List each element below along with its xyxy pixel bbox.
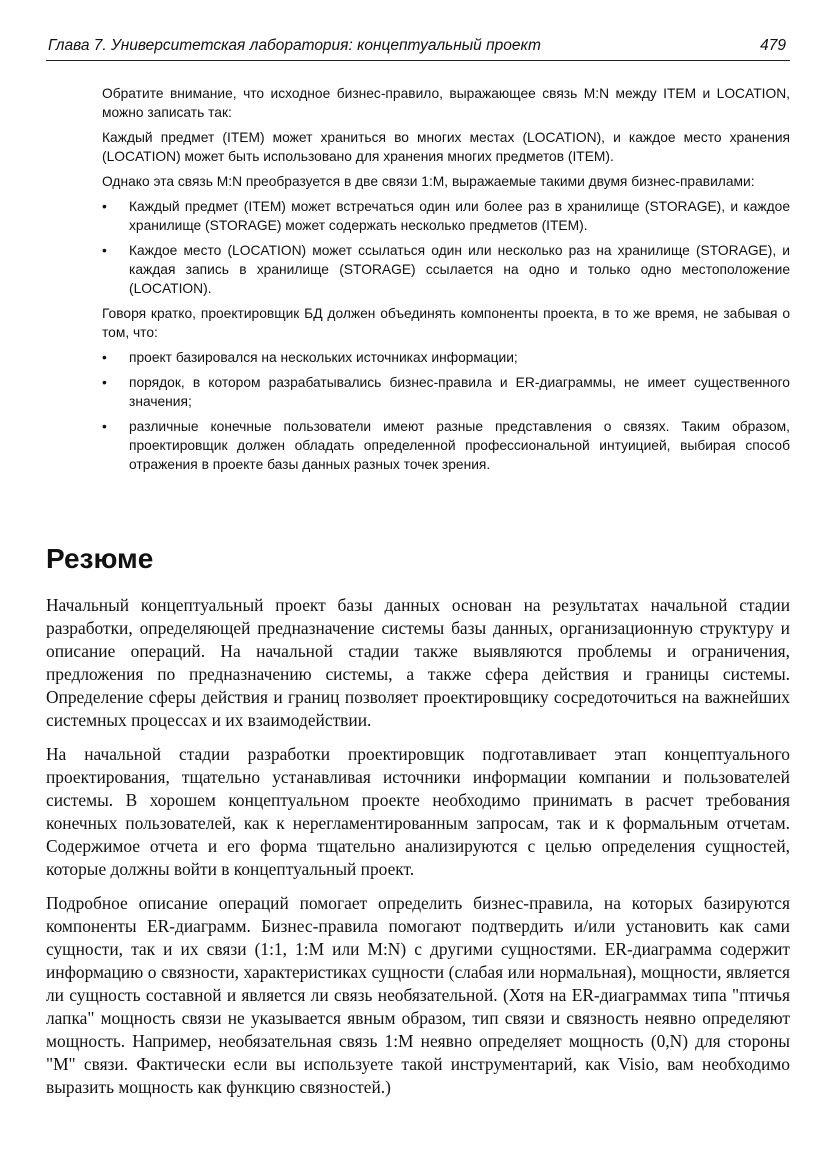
top-section xyxy=(102,84,790,480)
list-item: • проект базировался на нескольких источниках информации; xyxy=(102,350,518,365)
paragraph-rule-original: Каждый предмет (ITEM) может храниться во многих местах (LOCATION), и каждое место хранения (LOCATION) может быть использовано для хранения многих предметов (ITEM). xyxy=(102,130,790,164)
bullet-icon: • xyxy=(102,243,107,258)
summary-body xyxy=(46,594,790,1110)
section-heading: Резюме xyxy=(46,543,154,574)
list-item: • порядок, в котором разрабатывались бизнес-правила и ER-диаграммы, не имеет существенного значения; xyxy=(102,375,790,409)
points-list xyxy=(102,348,790,474)
list-item: • Каждый предмет (ITEM) может встречаться один или более раз в хранилище (STORAGE), и каждое хранилище (STORAGE) может содержать несколько предметов (ITEM). xyxy=(102,199,790,233)
bullet-icon: • xyxy=(102,375,107,390)
summary-paragraph: Подробное описание операций помогает определить бизнес-правила, на которых базируются компоненты ER-диаграмм. Бизнес-правила помогают подтвердить и/или установить как сами сущности, так и их связи (1:1, 1:M или M:N) с другими сущностями. ER-диаграмма содержит информацию о связности, характеристиках сущности (слабая или нормальная), мощности, является ли сущность составной и является ли связь необязательной. (Хотя на ER-диаграммах типа "птичья лапка" мощность связи не указывается явным образом, тип связи и связность неявно определяют мощность. Например, необязательная связь 1:M неявно определяет мощность (0,N) для стороны "M" связи. Фактически если вы используете такой инструментарий, как Visio, вам необходимо выразить мощность как функцию связностей.) xyxy=(46,893,790,1097)
summary-paragraph: Начальный концептуальный проект базы данных основан на результатах начальной стадии разработки, определяющей предназначение системы базы данных, организационную структуру и описание операций. На начальной стадии также выявляются проблемы и ограничения, предложения по предназначению системы, а также сфера действия и границы системы. Определение сферы действия и границ позволяет проектировщику сосредоточиться на важнейших системных процессах и их взаимодействии. xyxy=(46,595,790,730)
bullet-icon: • xyxy=(102,199,107,214)
running-header xyxy=(46,34,790,61)
summary-paragraph: На начальной стадии разработки проектировщик подготавливает этап концептуального проектирования, тщательно устанавливая источники информации компании и пользователей системы. В хорошем концептуальном проекте необходимо принимать в расчет требования конечных пользователей, как к нерегламентированным запросам, так и к формальным отчетам. Содержимое отчета и его форма тщательно анализируются с целью определения сущностей, которые должны войти в концептуальный проект. xyxy=(46,744,790,879)
list-item: • Каждое место (LOCATION) может ссылаться один или несколько раз на хранилище (STORAGE), и каждая запись в хранилище (STORAGE) ссылается на одно и только одно местоположение (LOCATION). xyxy=(102,243,790,296)
bullet-icon: • xyxy=(102,350,107,365)
list-item: • различные конечные пользователи имеют разные представления о связях. Таким образом, проектировщик должен обладать определенной профессиональной интуицией, выбирая способ отражения в проекте базы данных разных точек зрения. xyxy=(102,419,790,472)
rules-list xyxy=(102,197,790,298)
chapter-title: Глава 7. Университетская лаборатория: концептуальный проект xyxy=(48,37,541,54)
page-number: 479 xyxy=(760,37,786,54)
paragraph-conversion: Однако эта связь M:N преобразуется в две связи 1:M, выражаемые такими двумя бизнес-правилами: xyxy=(102,174,755,189)
bullet-icon: • xyxy=(102,419,107,434)
paragraph-in-short: Говоря кратко, проектировщик БД должен объединять компоненты проекта, в то же время, не забывая о том, что: xyxy=(102,306,790,340)
paragraph-note: Обратите внимание, что исходное бизнес-правило, выражающее связь M:N между ITEM и LOCATION, можно записать так: xyxy=(102,86,790,120)
